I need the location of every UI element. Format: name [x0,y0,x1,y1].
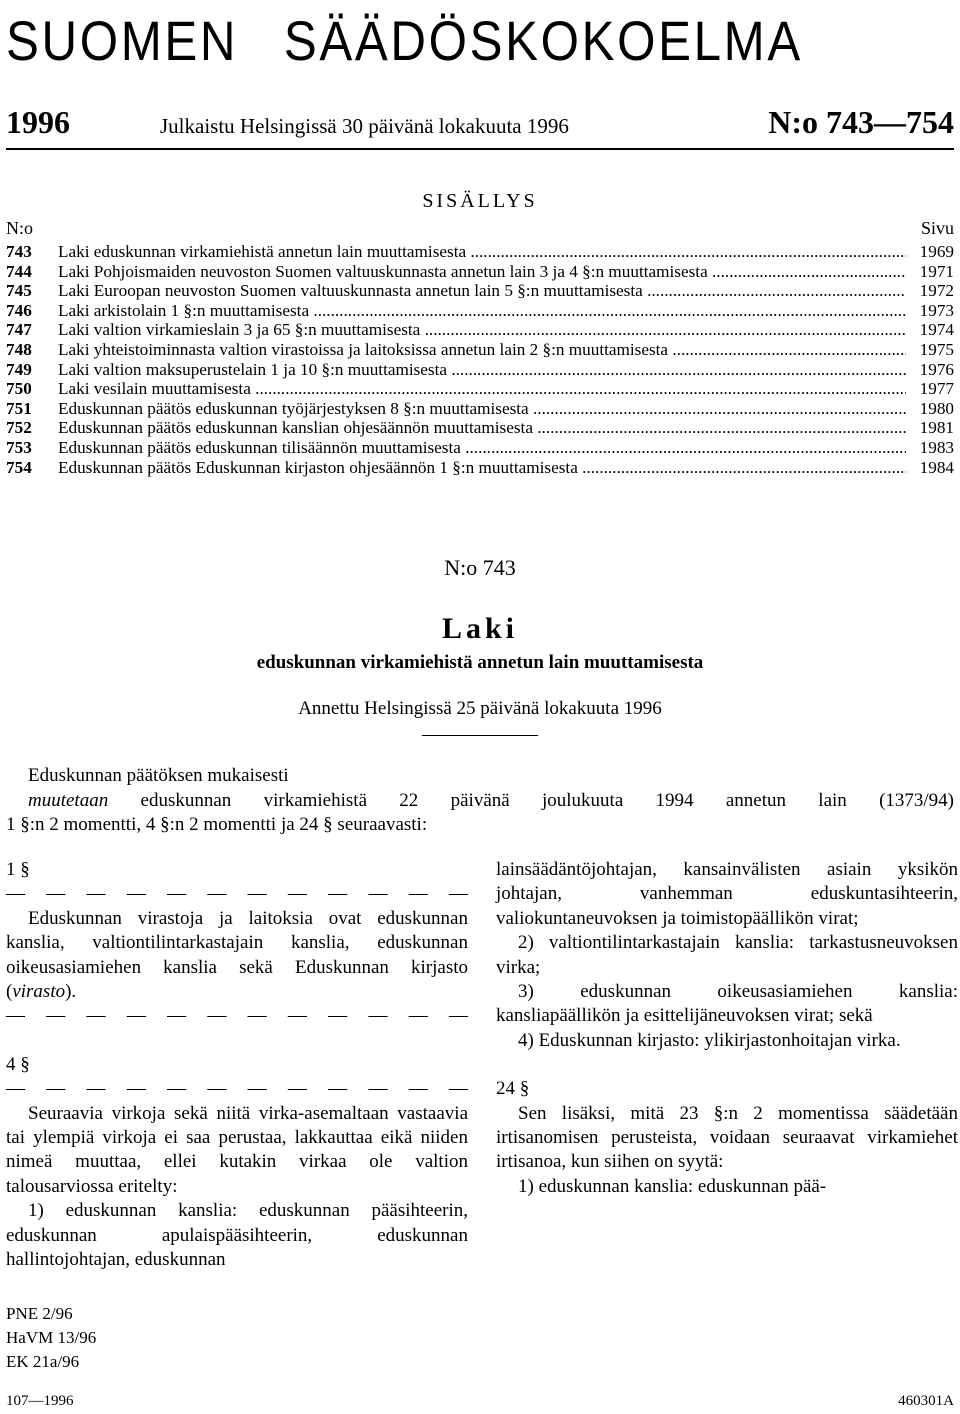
document-references [6,1302,96,1374]
section-heading: 24 § [496,1078,530,1100]
toc-title: SISÄLLYS [422,190,538,212]
toc-number: 749 [6,359,32,379]
toc-row[interactable] [6,301,954,321]
toc-entry-title: Eduskunnan päätös eduskunnan kanslian ohjesäännön muuttamisesta ..... [58,418,906,438]
issue-numbers: N:o 743—754 [768,104,954,140]
footer-right: 460301A [898,1393,954,1409]
toc-row[interactable] [6,360,954,380]
section-4-item-1: 1) eduskunnan kanslia: eduskunnan pääsihteerin, eduskunnan apulaispääsihteerin, eduskunnan hallintojohtajan, eduskunnan [6,1200,468,1271]
toc-page: 1984 [919,457,954,477]
toc-entry-title: Laki eduskunnan virkamiehistä annetun lain muuttamisesta ..... [58,242,906,262]
section-24-text: Sen lisäksi, mitä 23 §:n 2 momentissa säädetään irtisanomisen perusteista, voidaan seuraavat virkamiehet irtisanoa, kun siihen on syytä: [496,1102,958,1173]
act-given-date: Annettu Helsingissä 25 päivänä lokakuuta 1996 [298,698,662,719]
reference: HaVM 13/96 [6,1328,97,1347]
act-title: eduskunnan virkamiehistä annetun lain muuttamisesta [256,652,704,673]
omission-mark: — — — — — — — — — — — — [6,1005,468,1027]
toc-number: 751 [6,398,32,418]
toc-row[interactable] [6,458,954,478]
table-of-contents [6,242,954,477]
section-4-continuation: lainsäädäntöjohtajan, kansainvälisten asiain yksikön johtajan, vanhemman eduskuntasihteerin, valiokuntaneuvoksen ja toimistopäällikön virat; [496,859,958,929]
issue-year: 1996 [6,104,70,140]
toc-entry-title: Laki Euroopan neuvoston Suomen valtuuskunnasta annetun lain 5 §:n muuttamisesta ..... [58,281,906,301]
toc-number: 745 [6,281,32,301]
toc-page: 1971 [919,261,954,281]
toc-entry-title: Laki vesilain muuttamisesta ..... [58,379,906,399]
toc-row[interactable] [6,320,954,340]
toc-page: 1969 [919,242,954,261]
section-heading: 1 § [6,859,30,880]
toc-page: 1972 [919,281,954,301]
toc-entry-title: Laki valtion virkamieslain 3 ja 65 §:n muuttamisesta ..... [58,320,906,340]
section-4-item-3: 3) eduskunnan oikeusasiamiehen kanslia: kansliapäällikön ja esittelijäneuvoksen virat; sekä [496,981,958,1027]
toc-row[interactable] [6,242,954,262]
toc-column-number: N:o [6,218,33,238]
toc-row[interactable] [6,262,954,282]
masthead-word-2: SÄÄDÖSKOKOELMA [283,9,803,72]
toc-page: 1974 [919,320,954,340]
act-type: Laki [441,612,519,645]
toc-entry-title: Laki arkistolain 1 §:n muuttamisesta ..... [58,301,906,321]
toc-row[interactable] [6,399,954,419]
toc-entry-title: Laki Pohjoismaiden neuvoston Suomen valtuuskunnasta annetun lain 3 ja 4 §:n muuttamisesta ..... [58,262,906,282]
masthead-word-1: SUOMEN [6,9,239,72]
toc-number: 748 [6,339,32,359]
reference: PNE 2/96 [6,1304,73,1323]
toc-number: 750 [6,379,32,399]
preamble-line-2-text: eduskunnan virkamiehistä 22 päivänä joulukuuta 1994 annetun lain (1373/94) [140,789,955,811]
omission-mark: — — — — — — — — — — — — [6,883,468,905]
section-heading: 4 § [6,1053,30,1075]
section-1-text [6,907,468,1005]
masthead [6,6,842,76]
publication-date: Julkaistu Helsingissä 30 päivänä lokakuuta 1996 [160,114,569,138]
section-24-item-1: 1) eduskunnan kanslia: eduskunnan pää- [518,1175,827,1197]
section-1-text-a: Eduskunnan virastoja ja laitoksia ovat eduskunnan kanslia, valtiontilintarkastajain kanslia, eduskunnan oikeusasiamiehen kanslia sekä Eduskunnan kirjasto ( [6,907,468,1003]
toc-entry-title: Laki valtion maksuperustelain 1 ja 10 §:n muuttamisesta ..... [58,360,906,380]
toc-page: 1975 [919,339,954,359]
omission-mark: — — — — — — — — — — — — [6,1078,468,1100]
preamble-line-1: Eduskunnan päätöksen mukaisesti [28,765,289,786]
toc-page: 1973 [919,300,954,320]
toc-page: 1983 [919,437,954,457]
toc-page: 1976 [919,359,954,379]
right-column [496,858,958,1199]
act-rule [422,735,538,736]
toc-entry-title: Eduskunnan päätös eduskunnan tilisäännön muuttamisesta ..... [58,438,906,458]
section-4-item-4: 4) Eduskunnan kirjasto: ylikirjastonhoitajan virka. [518,1029,901,1051]
toc-number: 744 [6,261,32,281]
reference: EK 21a/96 [6,1352,80,1371]
toc-page: 1980 [919,398,954,418]
preamble-line-2 [28,789,954,814]
toc-number: 754 [6,457,32,477]
section-4-text: Seuraavia virkoja sekä niitä virka-asemaltaan vastaavia tai ylempiä virkoja ei saa perustaa, lakkauttaa eikä niiden nimeä muuttaa, ellei kutakin virkaa ole valtion talousarviossa eritelty: [6,1102,468,1197]
toc-column-page: Sivu [920,218,954,238]
toc-number: 753 [6,437,32,457]
toc-row[interactable] [6,340,954,360]
section-1-text-b: ). [65,981,77,1003]
header-rule [6,148,954,150]
toc-number: 752 [6,418,32,438]
toc-entry-title: Eduskunnan päätös Eduskunnan kirjaston ohjesäännön 1 §:n muuttamisesta ..... [58,458,906,478]
section-1-text-italic: virasto [12,981,66,1003]
footer-left: 107—1996 [6,1393,74,1409]
section-4-item-2: 2) valtiontilintarkastajain kanslia: tarkastusneuvoksen virka; [496,932,958,978]
toc-page: 1981 [919,418,954,438]
toc-number: 743 [6,242,32,261]
toc-entry-title: Laki yhteistoiminnasta valtion virastoissa ja laitoksissa annetun lain 2 §:n muuttamisesta ..... [58,340,906,360]
preamble-line-3: 1 §:n 2 momentti, 4 §:n 2 momentti ja 24 § seuraavasti: [6,814,428,835]
preamble [6,764,955,838]
toc-row[interactable] [6,281,954,301]
toc-row[interactable] [6,379,954,399]
toc-row[interactable] [6,418,954,438]
toc-row[interactable] [6,438,954,458]
act-number: N:o 743 [444,555,516,580]
preamble-keyword: muutetaan [28,789,109,811]
left-column [6,858,468,1273]
toc-number: 746 [6,300,32,320]
toc-entry-title: Eduskunnan päätös eduskunnan työjärjestyksen 8 §:n muuttamisesta ..... [58,399,906,419]
toc-number: 747 [6,320,32,340]
toc-page: 1977 [919,379,954,399]
